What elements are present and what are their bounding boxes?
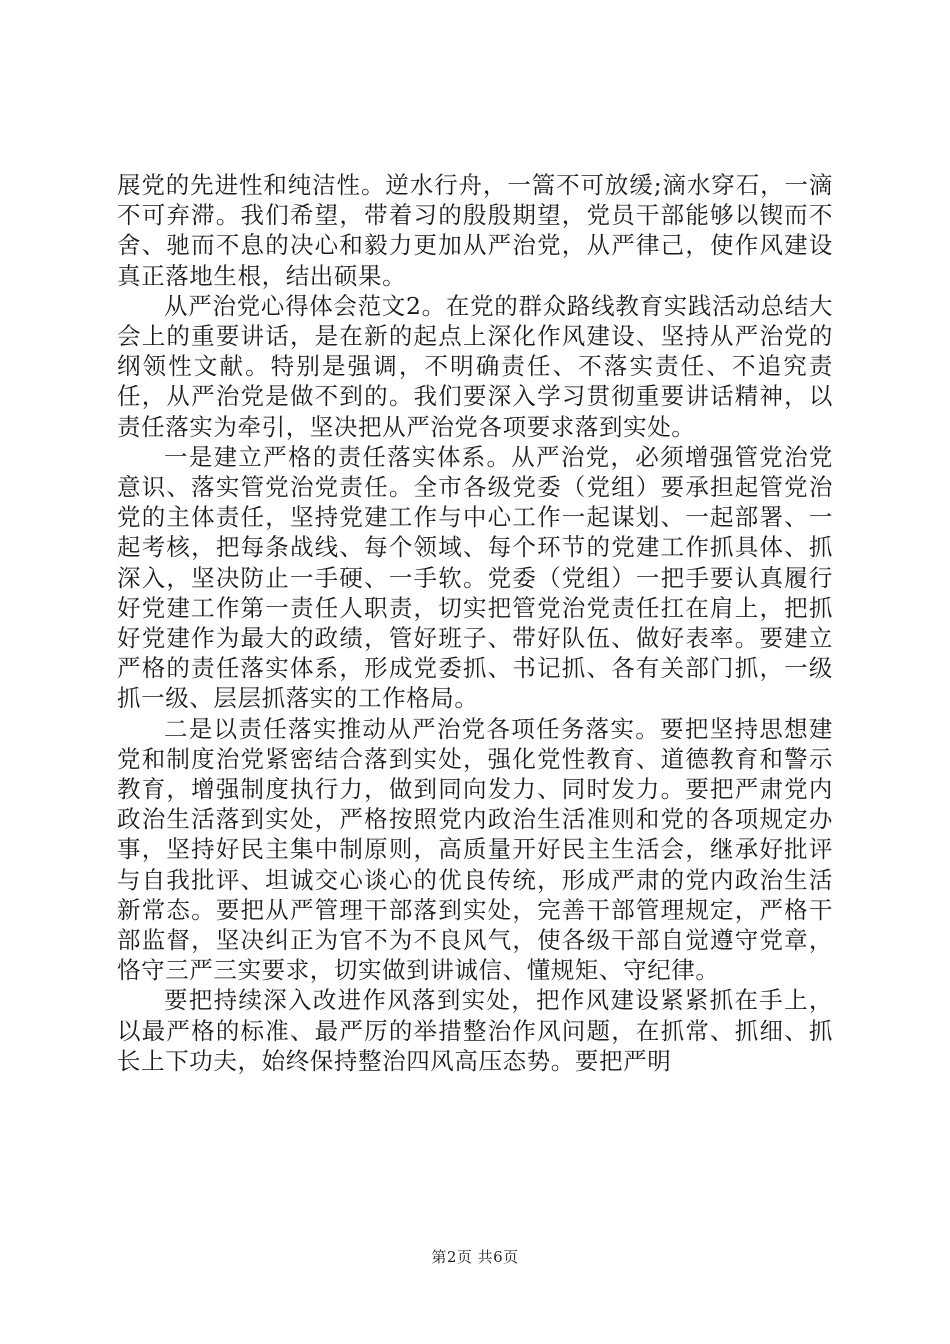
paragraph-3: 一是建立严格的责任落实体系。从严治党，必须增强管党治党意识、落实管党治党责任。全市各级党委（党组）要承担起管党治党的主体责任，坚持党建工作与中心工作一起谋划、一起部署、一起考核，把每条战线、每个领域、每个环节的党建工作抓具体、抓深入，坚决防止一手硬、一手软。党委（党组）一把手要认真履行好党建工作第一责任人职责，切实把管党治党责任扛在肩上，把抓好党建作为最大的政绩，管好班子、带好队伍、做好表率。要建立严格的责任落实体系，形成党委抓、书记抓、各有关部门抓，一级抓一级、层层抓落实的工作格局。 — [117, 442, 833, 713]
document-body — [117, 170, 833, 1076]
page-number-footer: 第2页 共6页 — [431, 1248, 519, 1266]
paragraph-2: 从严治党心得体会范文2。在党的群众路线教育实践活动总结大会上的重要讲话，是在新的起点上深化作风建设、坚持从严治党的纲领性文献。特别是强调，不明确责任、不落实责任、不追究责任，从严治党是做不到的。我们要深入学习贯彻重要讲话精神，以责任落实为牵引，坚决把从严治党各项要求落到实处。 — [117, 291, 833, 441]
paragraph-5: 要把持续深入改进作风落到实处，把作风建设紧紧抓在手上，以最严格的标准、最严厉的举措整治作风问题，在抓常、抓细、抓长上下功夫，始终保持整治四风高压态势。要把严明 — [117, 986, 833, 1075]
paragraph-4: 二是以责任落实推动从严治党各项任务落实。要把坚持思想建党和制度治党紧密结合落到实处，强化党性教育、道德教育和警示教育，增强制度执行力，做到同向发力、同时发力。要把严肃党内政治生活落到实处，严格按照党内政治生活准则和党的各项规定办事，坚持好民主集中制原则，高质量开好民主生活会，继承好批评与自我批评、坦诚交心谈心的优良传统，形成严肃的党内政治生活新常态。要把从严管理干部落到实处，完善干部管理规定，严格干部监督，坚决纠正为官不为不良风气，使各级干部自觉遵守党章，恪守三严三实要求，切实做到讲诚信、懂规矩、守纪律。 — [117, 714, 833, 985]
paragraph-1: 展党的先进性和纯洁性。逆水行舟，一篙不可放缓;滴水穿石，一滴不可弃滞。我们希望，带着习的殷殷期望，党员干部能够以锲而不舍、驰而不息的决心和毅力更加从严治党，从严律己，使作风建设真正落地生根，结出硕果。 — [117, 171, 833, 290]
